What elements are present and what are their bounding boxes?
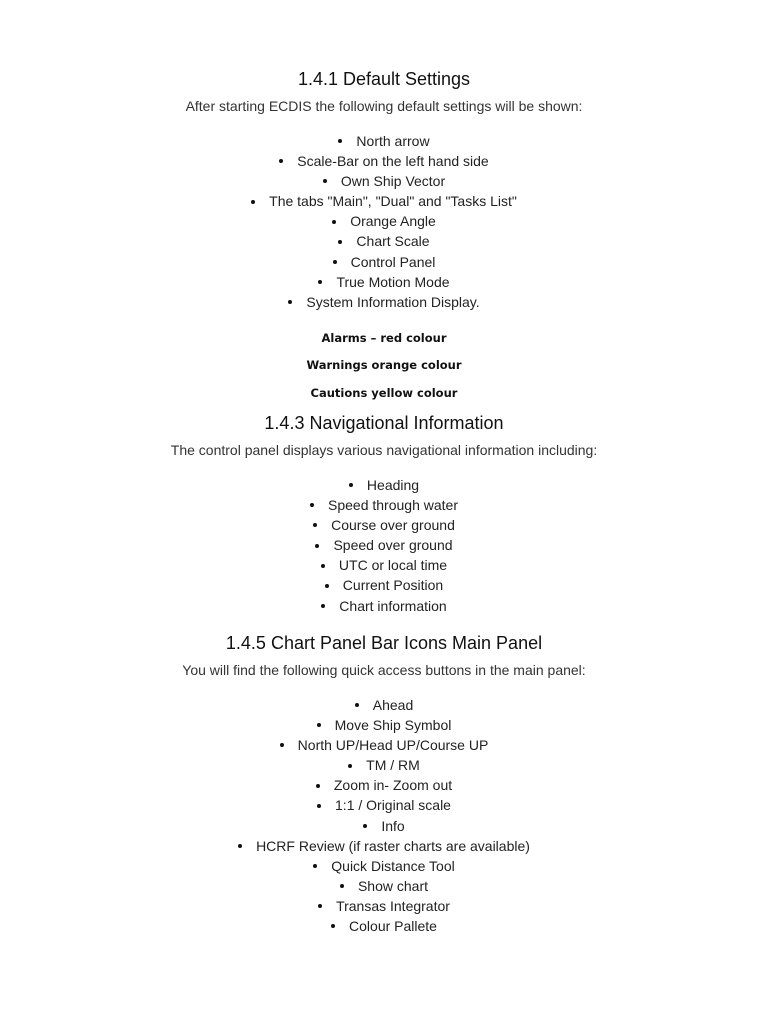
list-item — [0, 292, 768, 312]
bullet-icon — [338, 139, 342, 143]
bullet-icon — [321, 564, 325, 568]
bullet-icon — [325, 584, 329, 588]
list-item-label: Transas Integrator — [336, 897, 450, 914]
list-item — [0, 876, 768, 896]
list-item — [0, 715, 768, 735]
bullet-icon — [349, 483, 353, 487]
list-item — [0, 151, 768, 171]
list-item — [0, 555, 768, 575]
list-item — [0, 191, 768, 211]
list-item — [0, 231, 768, 251]
bullet-icon — [280, 743, 284, 747]
list-item — [0, 131, 768, 151]
list-item-label: Scale-Bar on the left hand side — [297, 153, 489, 170]
list-item — [0, 695, 768, 715]
bullet-icon — [363, 824, 367, 828]
list-item-label: True Motion Mode — [336, 273, 450, 290]
list-item — [0, 836, 768, 856]
list-item-label: Quick Distance Tool — [331, 857, 455, 874]
bullet-icon — [317, 804, 321, 808]
list-item — [0, 916, 768, 936]
list-item — [0, 735, 768, 755]
list-item-label: System Information Display. — [306, 293, 480, 310]
list-item-label: Move Ship Symbol — [334, 717, 452, 734]
list-item-label: Own Ship Vector — [340, 173, 446, 190]
list-item — [0, 171, 768, 191]
bullet-icon — [288, 300, 292, 304]
list-item — [0, 272, 768, 292]
section-intro: After starting ECDIS the following default settings will be shown: — [185, 98, 583, 114]
list-item — [0, 535, 768, 555]
list-item-label: Speed through water — [328, 497, 458, 514]
bullet-icon — [315, 544, 319, 548]
bullet-list — [0, 475, 768, 616]
list-item-label: Orange Angle — [350, 213, 436, 230]
note-alarms: Alarms – red colour — [321, 331, 447, 345]
list-item-label: Chart Scale — [356, 233, 430, 250]
list-item-label: Ahead — [372, 697, 414, 713]
list-item-label: Control Panel — [350, 253, 436, 270]
bullet-icon — [279, 159, 283, 163]
bullet-list — [0, 131, 768, 312]
section-chart-panel-bar-icons — [0, 630, 768, 936]
list-item — [0, 211, 768, 231]
list-item — [0, 755, 768, 775]
list-item — [0, 816, 768, 836]
list-item — [0, 515, 768, 535]
section-navigational-information — [0, 410, 768, 616]
list-item-label: Show chart — [357, 877, 429, 894]
bullet-icon — [313, 523, 317, 527]
bullet-icon — [333, 260, 337, 264]
section-default-settings — [0, 66, 768, 312]
list-item — [0, 896, 768, 916]
bullet-icon — [323, 179, 327, 183]
list-item-label: 1:1 / Original scale — [335, 797, 451, 814]
bullet-icon — [321, 604, 325, 608]
bullet-list — [0, 695, 768, 936]
section-intro: The control panel displays various navigational information including: — [170, 442, 598, 458]
bullet-icon — [332, 220, 336, 224]
list-item-label: North UP/Head UP/Course UP — [297, 737, 489, 754]
list-item — [0, 475, 768, 495]
list-item-label: Info — [381, 817, 405, 834]
bullet-icon — [355, 703, 359, 707]
list-item — [0, 795, 768, 815]
section-heading: 1.4.1 Default Settings — [297, 69, 471, 89]
bullet-icon — [340, 884, 344, 888]
list-item-label: The tabs "Main", "Dual" and "Tasks List" — [269, 193, 517, 210]
list-item-label: Heading — [366, 477, 420, 493]
bullet-icon — [318, 280, 322, 284]
list-item-label: TM / RM — [366, 757, 420, 774]
section-intro: You will find the following quick access buttons in the main panel: — [182, 662, 586, 678]
bullet-icon — [318, 904, 322, 908]
note-warnings: Warnings orange colour — [306, 358, 462, 372]
list-item-label: Current Position — [342, 577, 444, 594]
bullet-icon — [251, 200, 255, 204]
list-item-label: Course over ground — [331, 517, 455, 534]
bullet-icon — [317, 723, 321, 727]
note-cautions: Cautions yellow colour — [310, 386, 458, 400]
section-heading: 1.4.3 Navigational Information — [264, 413, 504, 433]
bullet-icon — [313, 864, 317, 868]
list-item — [0, 575, 768, 595]
list-item-label: HCRF Review (if raster charts are available) — [256, 837, 530, 854]
list-item — [0, 252, 768, 272]
list-item-label: North arrow — [356, 133, 430, 149]
bullet-icon — [348, 764, 352, 768]
list-item — [0, 495, 768, 515]
list-item-label: Colour Pallete — [349, 918, 437, 935]
bullet-icon — [316, 784, 320, 788]
list-item-label: Zoom in- Zoom out — [333, 777, 453, 794]
bullet-icon — [331, 924, 335, 928]
list-item — [0, 775, 768, 795]
section-heading: 1.4.5 Chart Panel Bar Icons Main Panel — [225, 633, 543, 653]
list-item — [0, 856, 768, 876]
list-item-label: UTC or local time — [338, 557, 448, 574]
bullet-icon — [238, 844, 242, 848]
list-item-label: Speed over ground — [333, 537, 453, 554]
bullet-icon — [338, 240, 342, 244]
list-item-label: Chart information — [339, 597, 447, 614]
list-item — [0, 596, 768, 616]
bullet-icon — [310, 503, 314, 507]
